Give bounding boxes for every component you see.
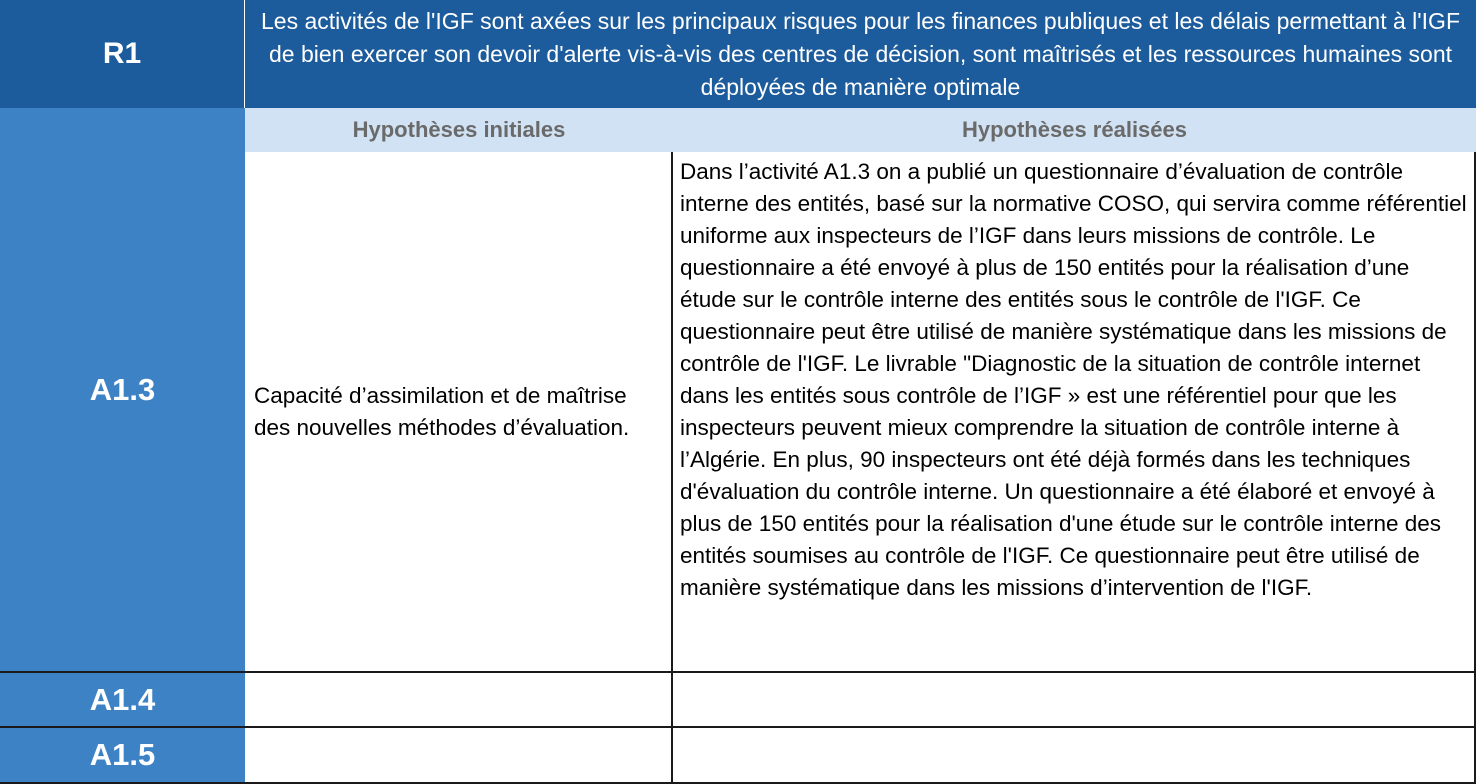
row-code-a1-3 [0, 108, 245, 673]
result-title-text: Les activités de l'IGF sont axées sur les principaux risques pour les finances publiques et les délais permettant à l'IGF de bien exercer son devoir d'alerte vis-à-vis des centres de décision, sont maîtrisés et les ressources humaines sont déployées de manière optimale [261, 7, 1460, 100]
row-a1-5-realized [673, 728, 1476, 784]
row-code-a1-4 [0, 673, 245, 728]
row-a1-5-initial [245, 728, 673, 784]
row-code-a1-5 [0, 728, 245, 784]
row-a1-3-initial [245, 152, 673, 673]
column-header-realized-text: Hypothèses réalisées [961, 117, 1188, 142]
result-code [0, 0, 245, 108]
row-code-text: A1.5 [89, 737, 156, 772]
row-a1-4-initial [245, 673, 673, 728]
row-a1-4-realized [673, 673, 1476, 728]
row-initial-text: Capacité d’assimilation et de maîtrise des nouvelles méthodes d’évaluation. [254, 382, 630, 440]
column-header-realized [673, 108, 1476, 152]
row-code-text: A1.4 [89, 681, 156, 717]
column-header-initial-text: Hypothèses initiales [352, 117, 566, 142]
result-title [245, 0, 1476, 108]
row-a1-3-realized [673, 152, 1476, 673]
column-header-initial [245, 108, 673, 152]
result-code-text: R1 [102, 37, 142, 70]
row-realized-text: Dans l’activité A1.3 on a publié un questionnaire d’évaluation de contrôle interne des entités, basé sur la normative COSO, qui servira comme référentiel uniforme aux inspecteurs de l’IGF dans leurs missions de contrôle. Le questionnaire a été envoyé à plus de 150 entités pour la réalisation d’une étude sur le contrôle interne des entités sous le contrôle de l'IGF. Ce questionnaire peut être utilisé de manière systématique dans les missions de contrôle de l'IGF. Le livrable "Diagnostic de la situation de contrôle internet dans les entités sous contrôle de l’IGF » est une référentiel pour que les inspecteurs peuvent mieux comprendre la situation de contrôle interne à l’Algérie. En plus, 90 inspecteurs ont été déjà formés dans les techniques d'évaluation du contrôle interne. Un questionnaire a été élaboré et envoyé à plus de 150 entités pour la réalisation d'une étude sur le contrôle interne des entités soumises au contrôle de l'IGF. Ce questionnaire peut être utilisé de manière systématique dans les missions d’intervention de l'IGF. [680, 159, 1467, 600]
row-code-text: A1.3 [89, 371, 156, 407]
